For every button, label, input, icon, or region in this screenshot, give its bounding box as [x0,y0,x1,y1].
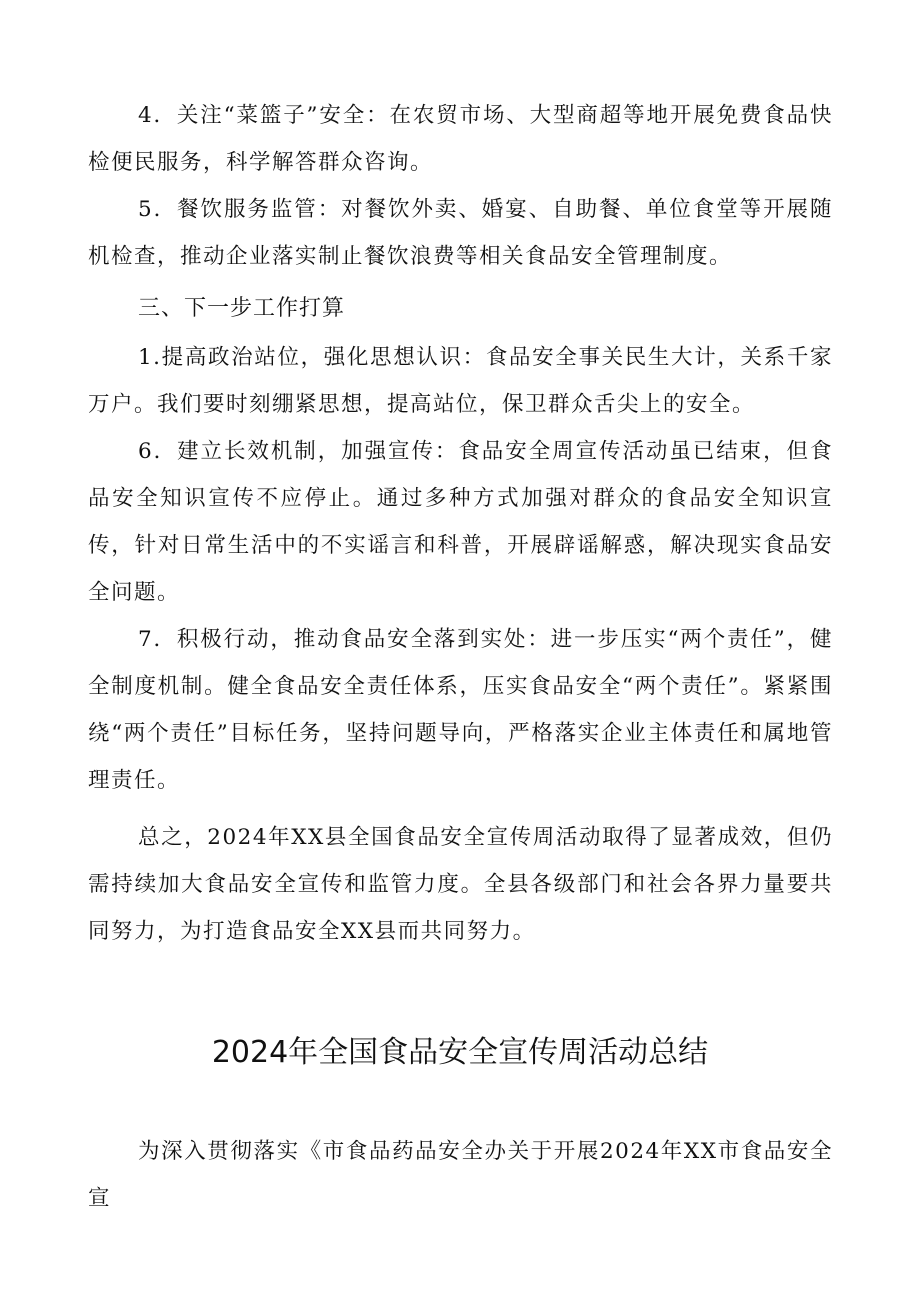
section-heading: 三、下一步工作打算 [138,296,346,321]
paragraph-plan-1: 1.提高政治站位，强化思想认识：食品安全事关民生大计，关系千家万户。我们要时刻绷紧思想，提高站位，保卫群众舌尖上的安全。 [88,345,833,417]
paragraph-plan-6: 6．建立长效机制，加强宣传：食品安全周宣传活动虽已结束，但食品安全知识宣传不应停止。通过多种方式加强对群众的食品安全知识宣传，针对日常生活中的不实谣言和科普，开展辟谣解惑，解决现实食品安全问题。 [88,439,833,605]
intro-paragraph: 为深入贯彻落实《市食品药品安全办关于开展2024年XX市食品安全宣 [88,1139,833,1211]
paragraph-plan-7: 7．积极行动，推动食品安全落到实处：进一步压实“两个责任”，健全制度机制。健全食品安全责任体系，压实食品安全“两个责任”。紧紧围绕“两个责任”目标任务，坚持问题导向，严格落实企业主体责任和属地管理责任。 [88,627,833,793]
paragraph-item-4: 4．关注“菜篮子”安全：在农贸市场、大型商超等地开展免费食品快检便民服务，科学解答群众咨询。 [88,103,833,175]
paragraph-item-5: 5．餐饮服务监管：对餐饮外卖、婚宴、自助餐、单位食堂等开展随机检查，推动企业落实制止餐饮浪费等相关食品安全管理制度。 [88,197,833,269]
conclusion-paragraph: 总之，2024年XX县全国食品安全宣传周活动取得了显著成效，但仍需持续加大食品安全宣传和监管力度。全县各级部门和社会各界力量要共同努力，为打造食品安全XX县而共同努力。 [88,825,833,944]
document-title: 2024年全国食品安全宣传周活动总结 [211,1035,709,1070]
